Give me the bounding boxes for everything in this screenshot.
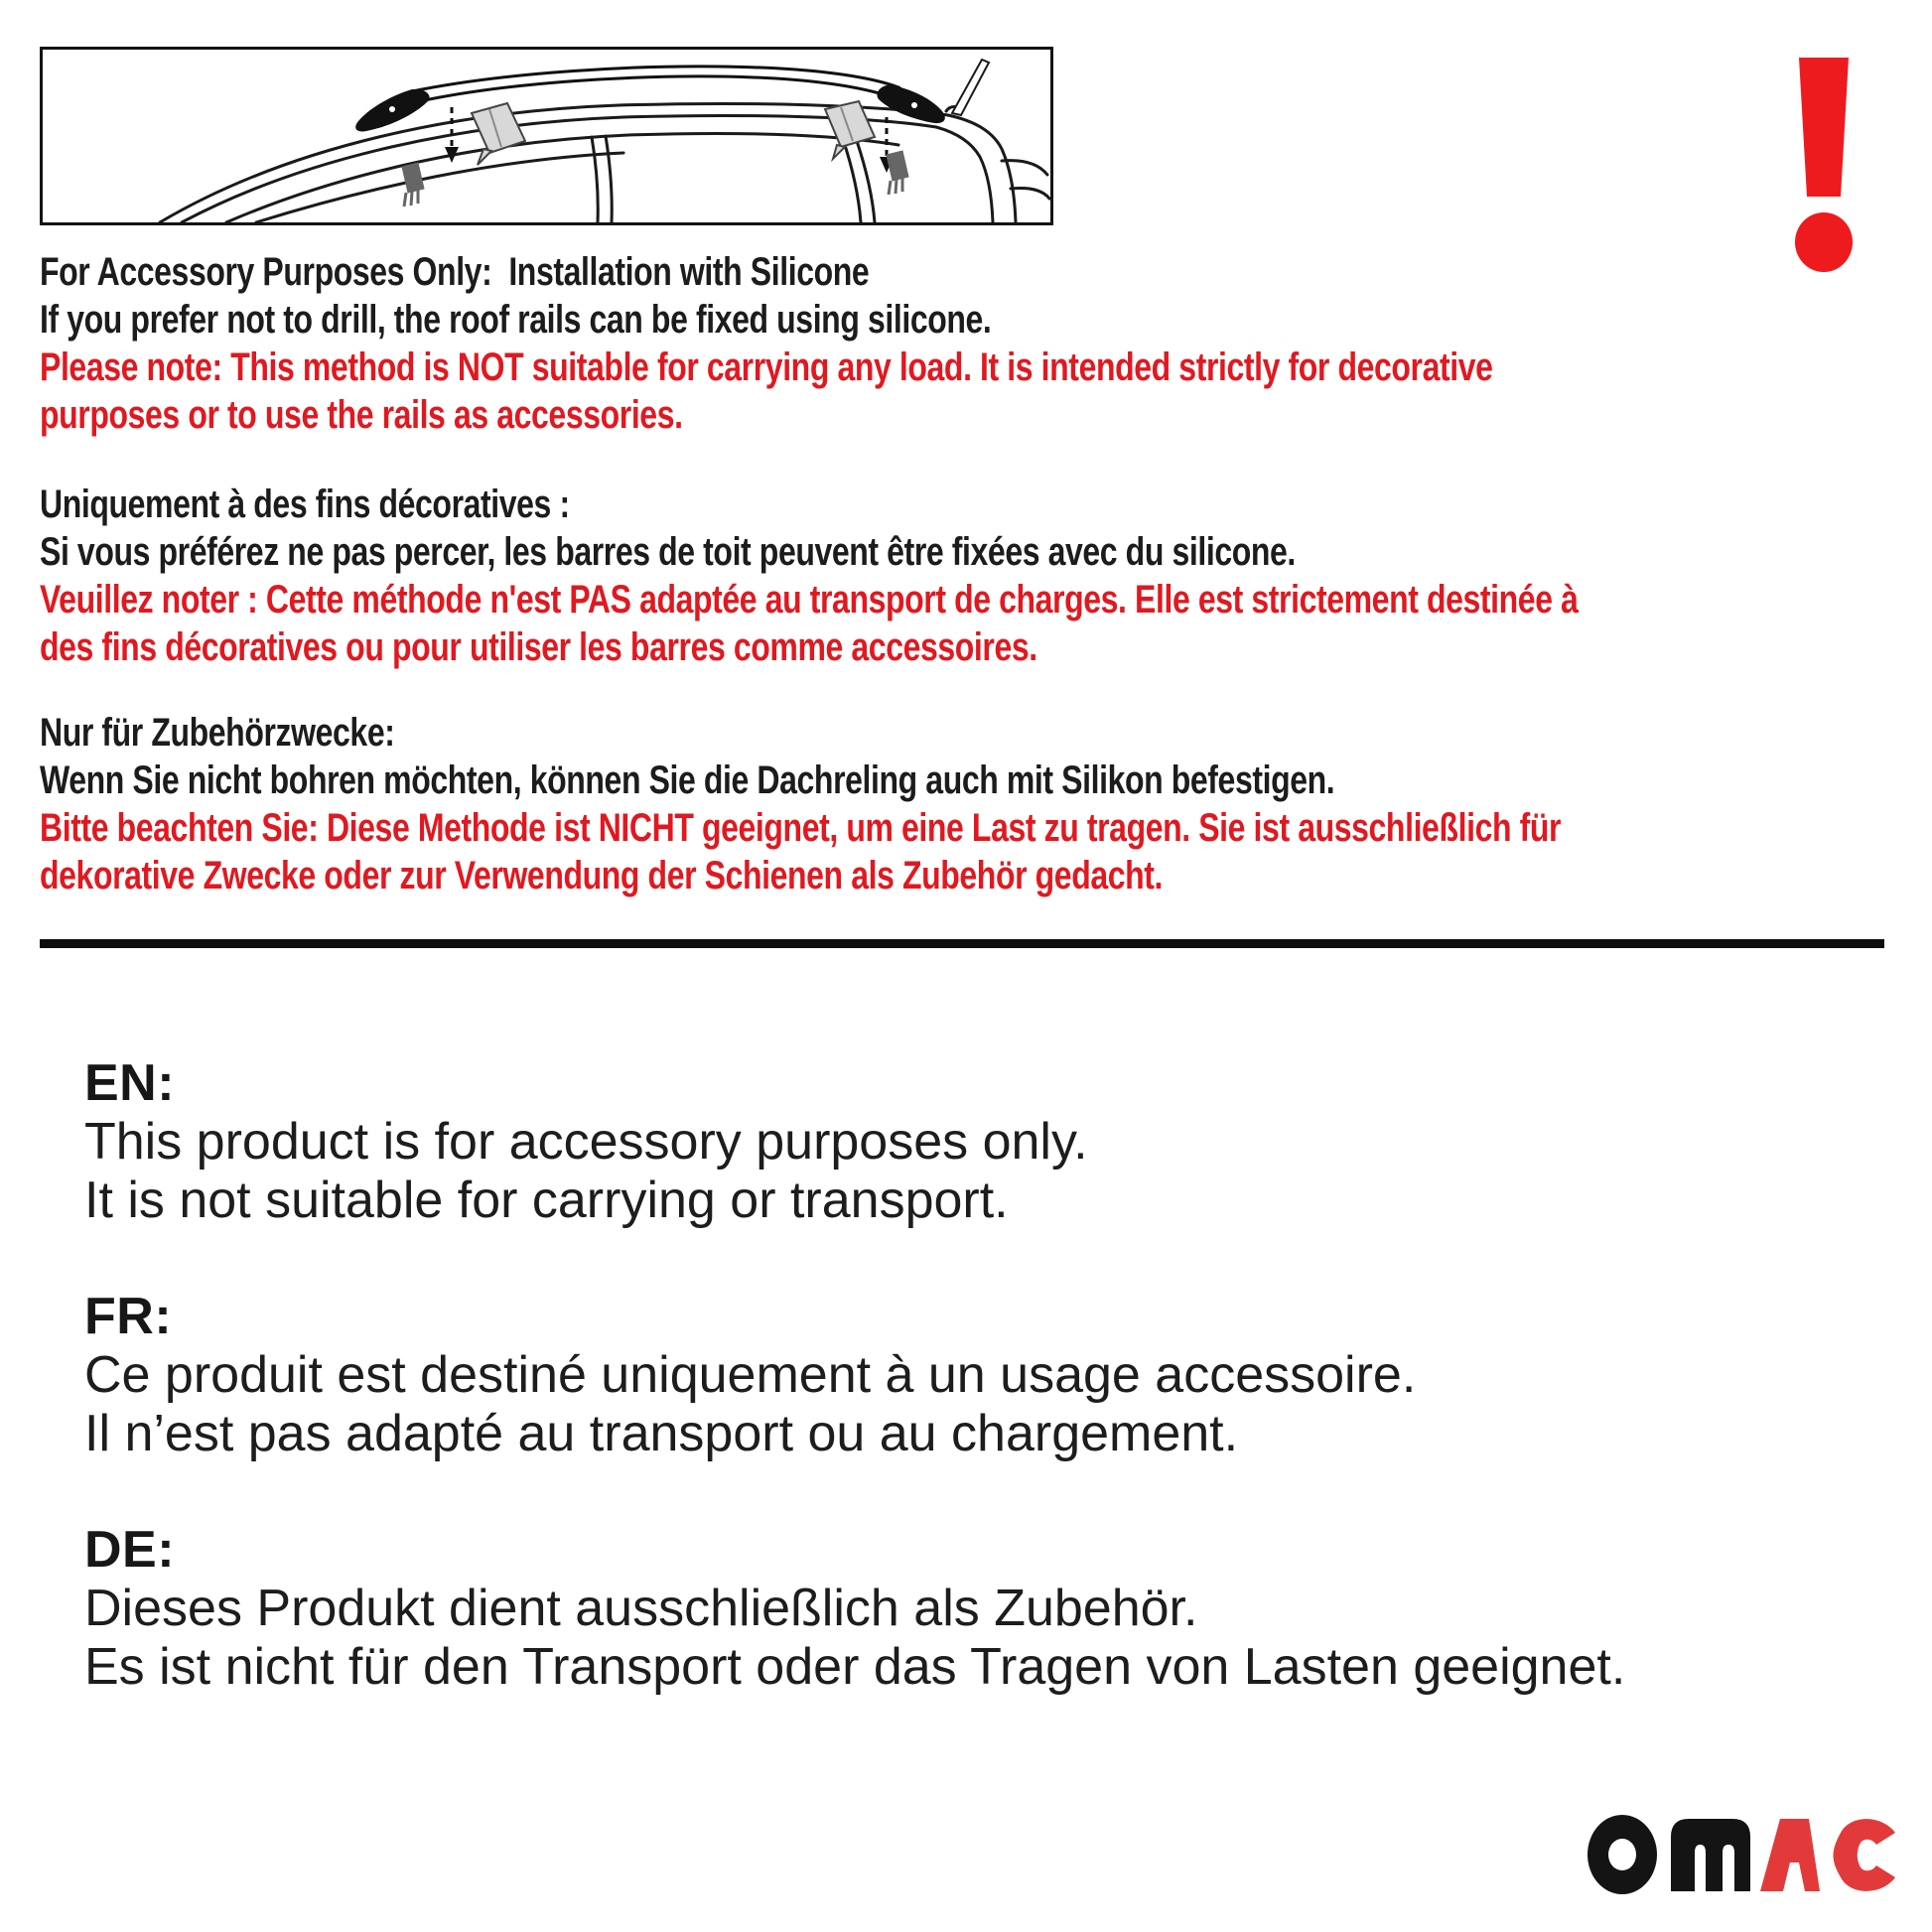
warning-line: For Accessory Purposes Only: Installation with Silicone — [40, 250, 870, 294]
warning-line-red: Please note: This method is NOT suitable for carrying any load. It is intended strictly for decorative — [40, 345, 1493, 389]
warning-exclamation-icon — [1795, 58, 1853, 274]
language-label-en: EN: — [84, 1054, 176, 1112]
warning-block-german — [40, 709, 1932, 899]
silicone-tube-right — [825, 101, 875, 159]
summary-line: Es ist nicht für den Transport oder das Tragen von Lasten geeignet. — [84, 1638, 1626, 1696]
summary-line: Il n’est pas adapté au transport ou au chargement. — [84, 1405, 1239, 1462]
warning-line-red: Bitte beachten Sie: Diese Methode ist NICHT geeignet, um eine Last zu tragen. Sie ist ausschließlich für — [40, 806, 1562, 850]
warning-line: If you prefer not to drill, the roof rails can be fixed using silicone. — [40, 298, 992, 342]
warning-line: Wenn Sie nicht bohren möchten, können Sie die Dachreling auch mit Silikon befestigen. — [40, 759, 1335, 802]
language-label-fr: FR: — [84, 1288, 173, 1345]
warning-block-french — [40, 481, 1932, 671]
car-roof-rail-illustration — [40, 47, 1053, 225]
section-divider — [40, 939, 1884, 948]
warning-line-red: Veuillez noter : Cette méthode n'est PAS adaptée au transport de charges. Elle est strictement destinée à — [40, 578, 1579, 621]
summary-block-english — [84, 1054, 1088, 1230]
car-drawing — [43, 50, 1050, 222]
summary-line: It is not suitable for carrying or transport. — [84, 1172, 1009, 1229]
summary-line: Dieses Produkt dient ausschließlich als Zubehör. — [84, 1580, 1198, 1637]
brush-right — [887, 151, 908, 195]
language-label-de: DE: — [84, 1521, 176, 1579]
warning-line: Si vous préférez ne pas percer, les barres de toit peuvent être fixées avec du silicone. — [40, 530, 1296, 574]
summary-line: Ce produit est destiné uniquement à un usage accessoire. — [84, 1346, 1417, 1404]
summary-block-german — [84, 1521, 1625, 1697]
screw-dot — [911, 102, 917, 108]
logo-letter-m — [1671, 1819, 1750, 1891]
roof-rail-bar — [412, 67, 898, 101]
warning-block-english — [40, 248, 1856, 439]
screw-dot — [389, 106, 395, 112]
antenna — [952, 60, 989, 115]
brush-left — [402, 163, 424, 207]
warning-line-red: dekorative Zwecke oder zur Verwendung der Schienen als Zubehör gedacht. — [40, 854, 1164, 897]
warning-line-red: des fins décoratives ou pour utiliser les barres comme accessoires. — [40, 625, 1037, 669]
warning-line: Uniquement à des fins décoratives : — [40, 483, 570, 526]
warning-line: Nur für Zubehörzwecke: — [40, 711, 395, 755]
summary-block-french — [84, 1288, 1416, 1463]
warning-line-red: purposes or to use the rails as accessories. — [40, 393, 683, 437]
omac-logo — [1585, 1811, 1902, 1902]
summary-line: This product is for accessory purposes only. — [84, 1113, 1088, 1171]
logo-letter-c — [1834, 1819, 1896, 1891]
